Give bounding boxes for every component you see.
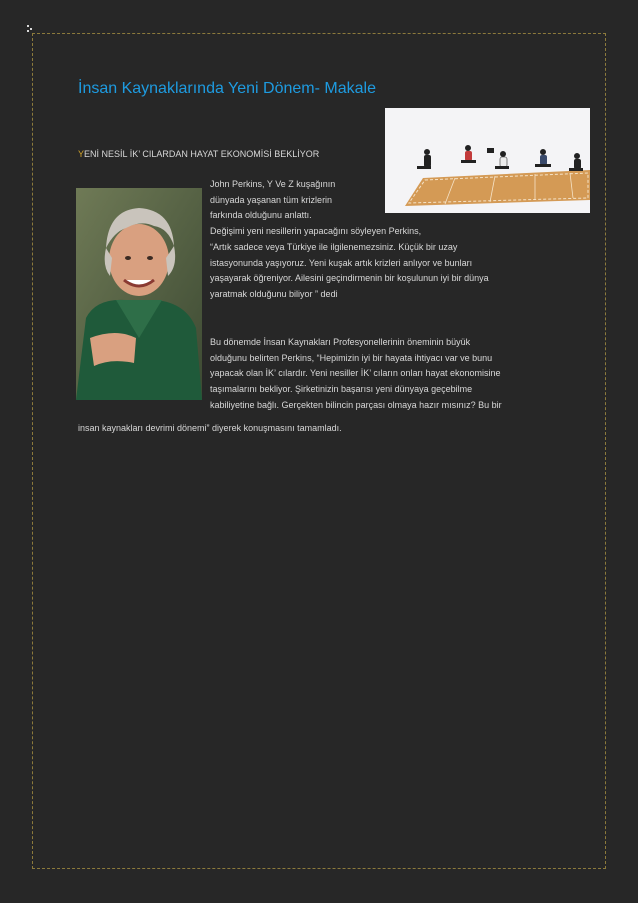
subtitle-initial: Y [78, 149, 85, 159]
text-line: yapacak olan İK’ cılardır. Yeni nesiller İK’ cıların onları hayat ekonomisine [210, 368, 501, 379]
text-line: “Artık sadece veya Türkiye ile ilgilenemezsiniz. Küçük bir uzay [210, 241, 458, 252]
text-line: dünyada yaşanan tüm krizlerin [210, 194, 333, 205]
text-line: farkında olduğunu anlattı. [210, 210, 312, 221]
text-line: Değişimi yeni nesillerin yapacağını söyleyen Perkins, [210, 226, 422, 237]
text-line: yaratmak olduğunu biliyor ” dedi [210, 288, 338, 299]
corner-mark-icon [25, 24, 37, 36]
text-line: John Perkins, Y Ve Z kuşağının [210, 179, 336, 189]
paragraph-2 [210, 335, 502, 414]
subtitle-text: ENİ NESİL İK’ CILARDAN HAYAT EKONOMİSİ BEKLİYOR [84, 149, 320, 159]
text-line: taşımalarını bekliyor. Şirketinizin başarısı yeni dünyaya geçebilme [210, 384, 473, 395]
paragraph-2-last-line: insan kaynakları devrimi dönemi” diyerek konuşmasını tamamladı. [78, 423, 342, 433]
text-line: olduğunu belirten Perkins, “Hepimizin iyi bir hayata ihtiyacı var ve bunu [210, 352, 493, 363]
text-line: yaşayarak öğreniyor. Ailesini geçindirmenin bir koşulunun iyi bir dünya [210, 273, 489, 284]
text-line: kabiliyetine bağlı. Gerçekten bilincin parçası olmaya hazır mısınız? Bu bir [210, 399, 502, 410]
paragraph-1 [210, 177, 489, 303]
john-perkins-photo [76, 188, 202, 400]
text-line: istasyonunda yaşıyoruz. Yeni kuşak artık krizleri anlıyor ve bunları [210, 257, 473, 268]
article-subtitle [78, 149, 319, 159]
text-line: Bu dönemde İnsan Kaynakları Profesyonellerinin öneminin büyük [210, 337, 471, 347]
article-title: İnsan Kaynaklarında Yeni Dönem- Makale [78, 80, 376, 97]
